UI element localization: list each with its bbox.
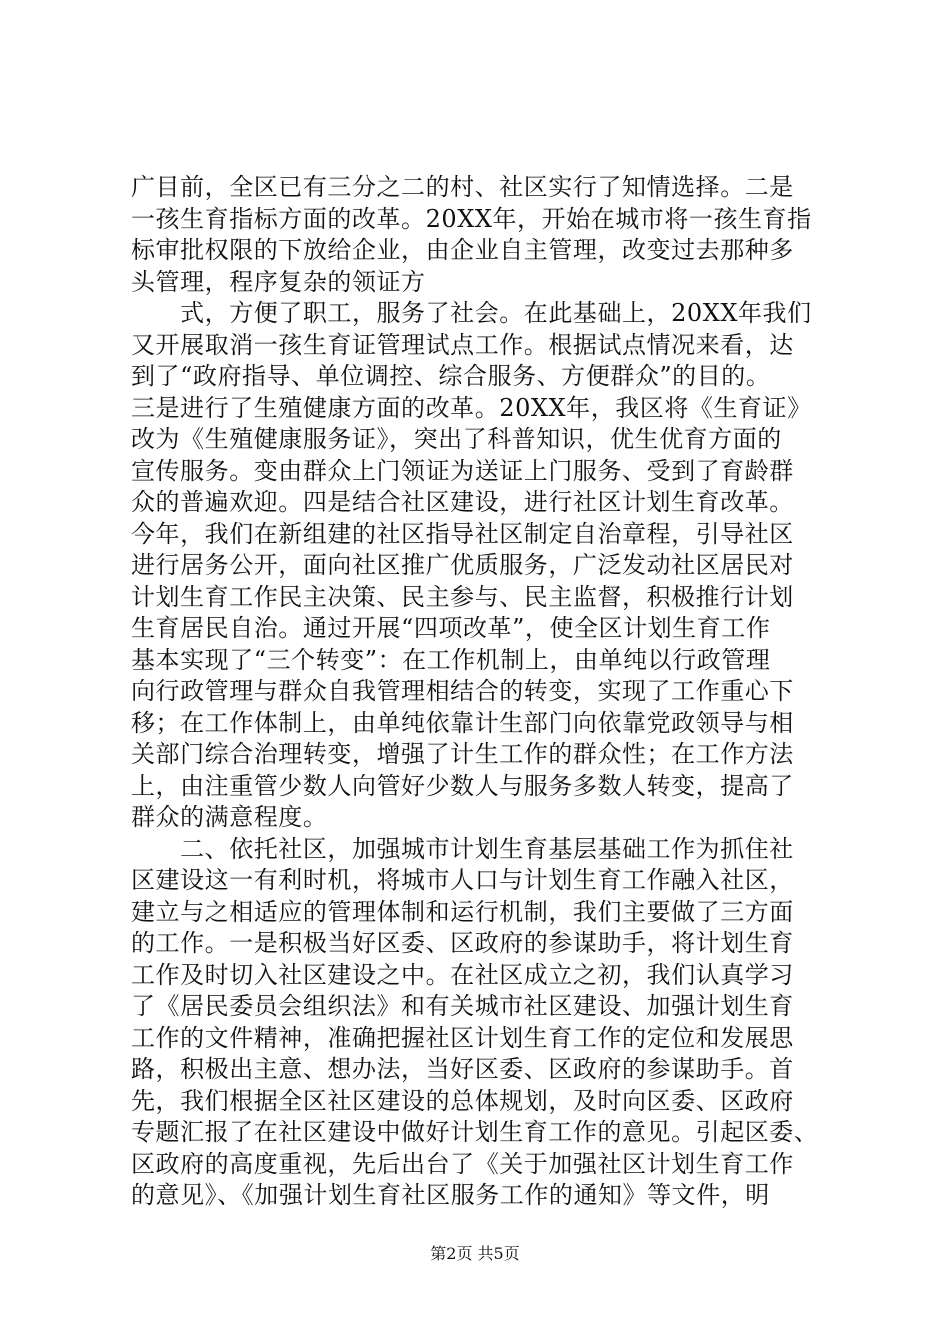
text-line: 工作的文件精神，准确把握社区计划生育工作的定位和发展思 [131, 1023, 794, 1052]
text-line: 区建设这一有利时机，将城市人口与计划生育工作融入社区， [131, 866, 794, 894]
text-line: 广目前，全区已有三分之二的村、社区实行了知情选择。二是 [131, 173, 794, 201]
document-body [131, 172, 831, 1212]
text-line: 了《居民委员会组织法》和有关城市社区建设、加强计划生育 [131, 992, 794, 1020]
text-line: 又开展取消一孩生育证管理试点工作。根据试点情况来看，达 [131, 330, 794, 359]
text-line: 移；在工作体制上，由单纯依靠计生部门向依靠党政领导与相 [131, 708, 794, 737]
text-line: 向行政管理与群众自我管理相结合的转变，实现了工作重心下 [131, 677, 794, 705]
text-line: 进行居务公开，面向社区推广优质服务，广泛发动社区居民对 [131, 551, 794, 579]
text-line: 专题汇报了在社区建设中做好计划生育工作的意见。引起区委、 [131, 1118, 819, 1146]
text-line: 到了“政府指导、单位调控、综合服务、方便群众”的目的。 [131, 362, 771, 390]
text-line: 二、依托社区，加强城市计划生育基层基础工作为抓住社 [131, 834, 794, 863]
text-line: 计划生育工作民主决策、民主参与、民主监督，积极推行计划 [131, 582, 794, 611]
text-line: 路，积极出主意、想办法，当好区委、区政府的参谋助手。首 [131, 1055, 794, 1083]
text-line: 众的普遍欢迎。四是结合社区建设，进行社区计划生育改革。 [131, 488, 794, 516]
text-line: 生育居民自治。通过开展“四项改革”，使全区计划生育工作 [131, 614, 771, 642]
text-line: 式，方便了职工，服务了社会。在此基础上，20XX年我们 [131, 299, 812, 327]
text-line: 一孩生育指标方面的改革。20XX年，开始在城市将一孩生育指 [131, 204, 812, 233]
text-line: 今年，我们在新组建的社区指导社区制定自治章程，引导社区 [131, 519, 794, 548]
text-line: 关部门综合治理转变，增强了计生工作的群众性；在工作方法 [131, 740, 794, 768]
text-line: 的工作。一是积极当好区委、区政府的参谋助手，将计划生育 [131, 929, 794, 957]
text-line: 标审批权限的下放给企业，由企业自主管理，改变过去那种多 [131, 236, 794, 264]
text-line: 上，由注重管少数人向管好少数人与服务多数人转变，提高了 [131, 771, 794, 800]
text-line: 的意见》、《加强计划生育社区服务工作的通知》等文件，明 [131, 1181, 770, 1209]
text-line: 建立与之相适应的管理体制和运行机制，我们主要做了三方面 [131, 897, 794, 926]
text-line: 头管理，程序复杂的领证方 [131, 267, 426, 296]
text-line: 改为《生殖健康服务证》，突出了科普知识，优生优育方面的 [131, 425, 782, 453]
text-line: 群众的满意程度。 [131, 803, 328, 831]
text-line: 工作及时切入社区建设之中。在社区成立之初，我们认真学习 [131, 960, 794, 989]
text-line: 基本实现了“三个转变”：在工作机制上，由单纯以行政管理 [131, 645, 771, 674]
page-footer: 第2页 共5页 [430, 1244, 520, 1263]
text-line: 宣传服务。变由群众上门领证为送证上门服务、受到了育龄群 [131, 456, 794, 485]
text-line: 三是进行了生殖健康方面的改革。20XX年，我区将《生育证》 [131, 393, 812, 422]
text-line: 先，我们根据全区社区建设的总体规划，及时向区委、区政府 [131, 1086, 794, 1115]
text-line: 区政府的高度重视，先后出台了《关于加强社区计划生育工作 [131, 1149, 794, 1178]
